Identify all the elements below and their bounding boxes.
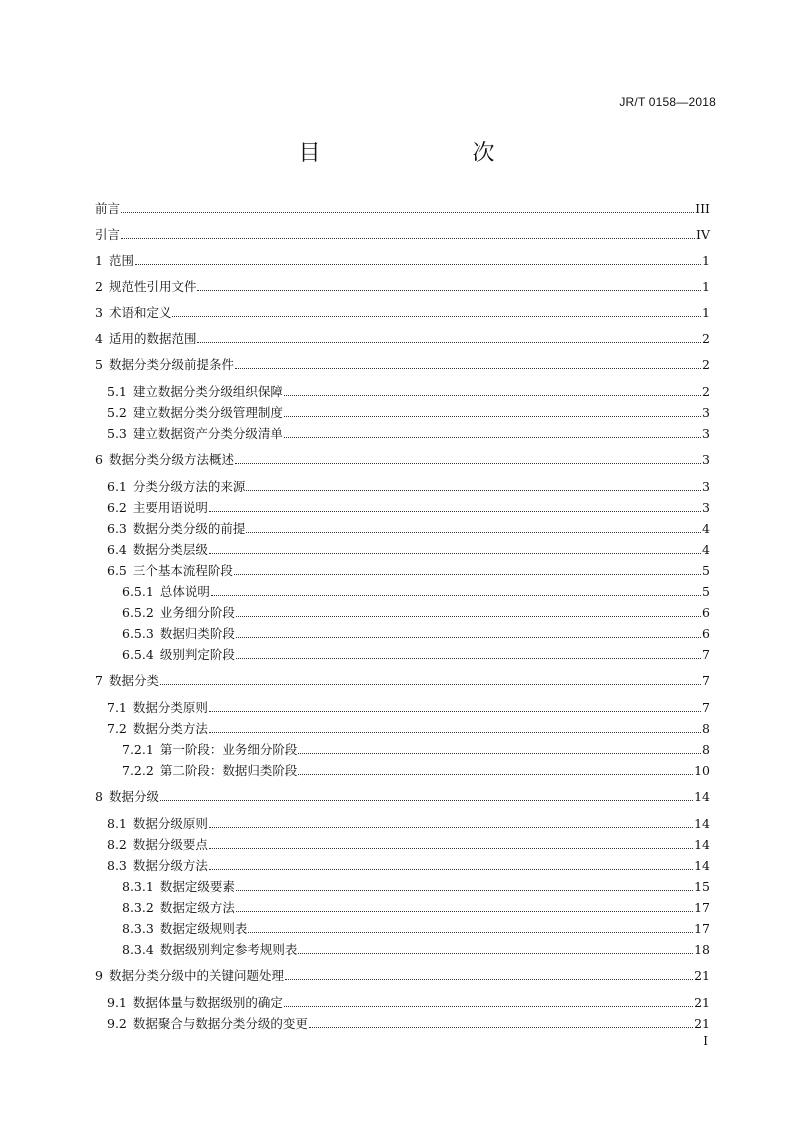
toc-entry-number: 7.1 (107, 700, 127, 715)
toc-entry-label: 级别判定阶段 (159, 647, 235, 662)
toc-entry[interactable] (95, 900, 710, 915)
toc-entry[interactable] (95, 673, 710, 688)
toc-entry-label: 数据定级要素 (159, 879, 235, 894)
toc-entry-page: 7 (702, 647, 710, 662)
toc-entry-page: 3 (702, 500, 710, 515)
toc-entry-number: 8.3 (107, 858, 127, 873)
toc-entry[interactable] (95, 968, 710, 983)
dot-leader (121, 238, 695, 239)
toc-entry[interactable] (95, 742, 710, 757)
toc-entry[interactable] (95, 605, 710, 620)
toc-entry[interactable] (95, 789, 710, 804)
dot-leader (236, 637, 701, 638)
toc-entry-label: 数据归类阶段 (159, 626, 235, 641)
toc-entry-page: 2 (702, 331, 710, 346)
toc-entry-number: 6.4 (107, 542, 127, 557)
toc-entry-page: 8 (702, 721, 710, 736)
dot-leader (298, 953, 693, 954)
standard-code: JR/T 0158—2018 (619, 95, 716, 109)
toc-entry[interactable] (95, 253, 710, 268)
toc-entry[interactable] (95, 584, 710, 599)
toc-entry-label: 三个基本流程阶段 (132, 563, 233, 578)
dot-leader (236, 911, 693, 912)
toc-entry-number: 6.5 (107, 563, 127, 578)
toc-entry-page: 4 (702, 542, 710, 557)
toc-entry-page: 6 (702, 626, 710, 641)
toc-entry-number: 8.3.1 (122, 879, 154, 894)
dot-leader (284, 395, 701, 396)
toc-entry-number: 6.5.1 (122, 584, 154, 599)
toc-entry-number: 7.2.2 (122, 763, 154, 778)
page-number: I (703, 1034, 708, 1048)
toc-entry-label: 数据聚合与数据分类分级的变更 (132, 1016, 308, 1031)
toc-entry-number: 6.1 (107, 479, 127, 494)
toc-entry-page: 14 (694, 837, 710, 852)
toc-entry-page: 18 (694, 942, 710, 957)
toc-entry-number: 6.5.3 (122, 626, 154, 641)
toc-entry-label: 引言 (95, 227, 121, 242)
toc-entry-label: 规范性引用文件 (108, 279, 197, 294)
toc-entry-label: 数据分级要点 (132, 837, 208, 852)
toc-entry-number: 9.1 (107, 995, 127, 1010)
dot-leader (284, 416, 701, 417)
toc-entry-label: 主要用语说明 (132, 500, 208, 515)
toc-entry[interactable] (95, 479, 710, 494)
toc-entry-number: 9.2 (107, 1016, 127, 1031)
toc-entry-label: 数据定级方法 (159, 900, 235, 915)
toc-entry-page: 15 (694, 879, 710, 894)
table-of-contents (95, 201, 710, 1031)
toc-entry-label: 第一阶段：业务细分阶段 (159, 742, 298, 757)
toc-entry-page: 14 (694, 858, 710, 873)
toc-entry-label: 数据分类分级的前提 (132, 521, 246, 536)
toc-entry-label: 建立数据分类分级组织保障 (132, 384, 283, 399)
toc-entry-label: 业务细分阶段 (159, 605, 235, 620)
dot-leader (285, 979, 693, 980)
toc-entry-page: 3 (702, 452, 710, 467)
toc-entry[interactable] (95, 542, 710, 557)
toc-entry-label: 数据分类分级前提条件 (108, 357, 234, 372)
toc-entry-number: 8.3.3 (122, 921, 154, 936)
toc-entry[interactable] (95, 201, 710, 216)
toc-entry-number: 6.5.4 (122, 647, 154, 662)
dot-leader (235, 463, 701, 464)
dot-leader (211, 595, 701, 596)
toc-entry[interactable] (95, 921, 710, 936)
toc-entry-label: 分类分级方法的来源 (132, 479, 246, 494)
dot-leader (160, 800, 693, 801)
toc-entry-label: 数据分类分级中的关键问题处理 (108, 968, 284, 983)
dot-leader (248, 932, 693, 933)
toc-entry-label: 建立数据资产分类分级清单 (132, 426, 283, 441)
dot-leader (121, 212, 694, 213)
toc-entry-label: 前言 (95, 201, 121, 216)
toc-entry-page: 6 (702, 605, 710, 620)
toc-entry[interactable] (95, 700, 710, 715)
toc-entry[interactable] (95, 426, 710, 441)
dot-leader (209, 711, 701, 712)
toc-entry-page: 7 (702, 673, 710, 688)
toc-entry-number: 6.2 (107, 500, 127, 515)
toc-entry[interactable] (95, 858, 710, 873)
toc-entry[interactable] (95, 563, 710, 578)
toc-entry-number: 6.3 (107, 521, 127, 536)
toc-entry-label: 数据分类原则 (132, 700, 208, 715)
dot-leader (209, 511, 701, 512)
dot-leader (298, 774, 693, 775)
dot-leader (209, 553, 701, 554)
toc-entry-page: 10 (694, 763, 710, 778)
toc-entry-label: 第二阶段：数据归类阶段 (159, 763, 298, 778)
toc-entry-number: 1 (95, 253, 103, 268)
toc-entry-page: 4 (702, 521, 710, 536)
toc-entry-page: 5 (702, 584, 710, 599)
toc-entry-page: 21 (694, 995, 710, 1010)
dot-leader (209, 732, 701, 733)
toc-entry-number: 3 (95, 305, 103, 320)
dot-leader (236, 616, 701, 617)
toc-entry-page: 14 (694, 789, 710, 804)
toc-entry-label: 术语和定义 (108, 305, 172, 320)
toc-entry-page: 21 (694, 968, 710, 983)
toc-entry[interactable] (95, 279, 710, 294)
toc-entry-number: 5.2 (107, 405, 127, 420)
dot-leader (197, 342, 701, 343)
toc-entry-page: 3 (702, 479, 710, 494)
toc-entry-label: 范围 (108, 253, 134, 268)
toc-entry-label: 数据分类 (108, 673, 159, 688)
toc-entry-number: 7 (95, 673, 103, 688)
toc-entry-page: 1 (702, 253, 710, 268)
toc-entry[interactable] (95, 879, 710, 894)
toc-entry-page: 5 (702, 563, 710, 578)
toc-entry[interactable] (95, 647, 710, 662)
dot-leader (284, 437, 701, 438)
toc-entry-page: 7 (702, 700, 710, 715)
toc-entry-number: 5.1 (107, 384, 127, 399)
toc-entry-number: 8.2 (107, 837, 127, 852)
dot-leader (209, 827, 693, 828)
toc-entry[interactable] (95, 331, 710, 346)
toc-entry[interactable] (95, 452, 710, 467)
toc-entry-number: 7.2 (107, 721, 127, 736)
toc-entry-label: 数据分级 (108, 789, 159, 804)
toc-entry-page: 21 (694, 1016, 710, 1031)
toc-entry[interactable] (95, 837, 710, 852)
toc-entry-number: 5.3 (107, 426, 127, 441)
dot-leader (246, 490, 701, 491)
toc-entry-number: 2 (95, 279, 103, 294)
toc-entry-number: 8.3.4 (122, 942, 154, 957)
toc-entry[interactable] (95, 1016, 710, 1031)
toc-entry[interactable] (95, 357, 710, 372)
dot-leader (197, 290, 701, 291)
page-title: 目 次 (298, 141, 531, 166)
toc-entry-number: 8.1 (107, 816, 127, 831)
toc-entry-page: 2 (702, 357, 710, 372)
dot-leader (246, 532, 701, 533)
toc-entry[interactable] (95, 816, 710, 831)
dot-leader (160, 684, 701, 685)
dot-leader (235, 368, 701, 369)
toc-entry-label: 数据体量与数据级别的确定 (132, 995, 283, 1010)
toc-entry-number: 8 (95, 789, 103, 804)
toc-entry-page: 14 (694, 816, 710, 831)
toc-entry-label: 数据分级方法 (132, 858, 208, 873)
toc-entry-label: 数据分级原则 (132, 816, 208, 831)
toc-entry-page: 1 (702, 305, 710, 320)
toc-entry[interactable] (95, 521, 710, 536)
toc-entry-page: 3 (702, 405, 710, 420)
toc-entry-label: 数据分类层级 (132, 542, 208, 557)
toc-entry[interactable] (95, 763, 710, 778)
toc-entry-label: 建立数据分类分级管理制度 (132, 405, 283, 420)
dot-leader (172, 316, 701, 317)
toc-entry-page: IV (696, 227, 710, 242)
toc-entry-page: 17 (694, 900, 710, 915)
toc-entry[interactable] (95, 500, 710, 515)
toc-entry-page: 3 (702, 426, 710, 441)
toc-entry-label: 数据定级规则表 (159, 921, 248, 936)
toc-entry[interactable] (95, 995, 710, 1010)
dot-leader (298, 753, 701, 754)
toc-entry[interactable] (95, 227, 710, 242)
toc-entry-number: 6 (95, 452, 103, 467)
toc-entry-page: 1 (702, 279, 710, 294)
dot-leader (135, 264, 701, 265)
toc-entry-number: 8.3.2 (122, 900, 154, 915)
toc-entry-label: 适用的数据范围 (108, 331, 197, 346)
toc-entry-page: 17 (694, 921, 710, 936)
toc-entry-label: 数据级别判定参考规则表 (159, 942, 298, 957)
toc-entry-label: 数据分类分级方法概述 (108, 452, 234, 467)
dot-leader (236, 658, 701, 659)
toc-entry[interactable] (95, 305, 710, 320)
toc-entry[interactable] (95, 405, 710, 420)
toc-entry-number: 4 (95, 331, 103, 346)
toc-entry-number: 5 (95, 357, 103, 372)
toc-entry-label: 总体说明 (159, 584, 210, 599)
toc-entry[interactable] (95, 942, 710, 957)
dot-leader (236, 890, 693, 891)
toc-entry[interactable] (95, 721, 710, 736)
toc-entry-page: III (695, 201, 710, 216)
dot-leader (234, 574, 701, 575)
toc-entry-number: 7.2.1 (122, 742, 154, 757)
toc-entry-label: 数据分类方法 (132, 721, 208, 736)
toc-entry[interactable] (95, 384, 710, 399)
toc-entry[interactable] (95, 626, 710, 641)
toc-entry-page: 2 (702, 384, 710, 399)
dot-leader (284, 1006, 693, 1007)
toc-entry-page: 8 (702, 742, 710, 757)
dot-leader (209, 869, 693, 870)
dot-leader (309, 1027, 693, 1028)
toc-entry-number: 6.5.2 (122, 605, 154, 620)
toc-entry-number: 9 (95, 968, 103, 983)
dot-leader (209, 848, 693, 849)
